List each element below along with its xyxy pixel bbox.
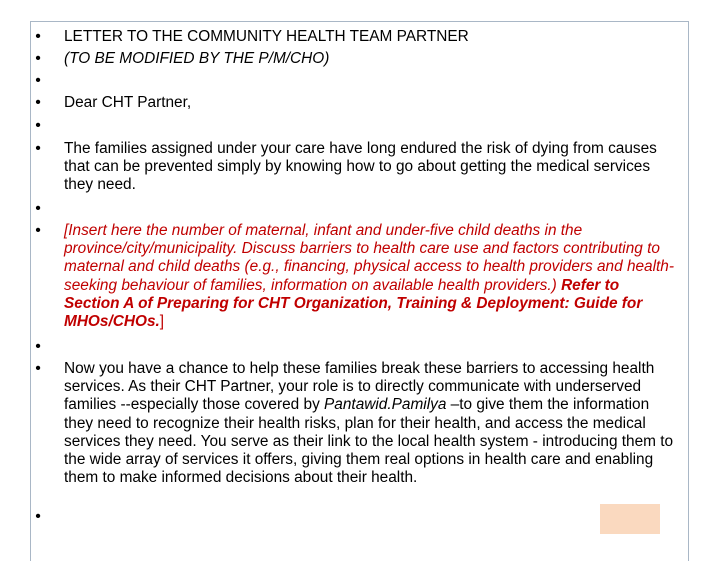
decorative-box bbox=[600, 504, 660, 534]
insert-instruction bbox=[64, 222, 679, 331]
paragraph-intro: The families assigned under your care have long endured the risk of dying from causes that can be prevented simply by knowing how to go about getting the medical services they need. bbox=[64, 140, 657, 194]
paragraph-role bbox=[64, 360, 679, 487]
bullet-marker: • bbox=[35, 140, 41, 157]
insert-italic-text: [Insert here the number of maternal, infant and under-five child deaths in the province/city/municipality. Discuss barriers to health care use and factors contributing to maternal and child deaths (e.g., financing, physical access to health providers and health-seeking behaviour of families, information on available health providers.) bbox=[64, 222, 674, 294]
bullet-marker: • bbox=[35, 72, 41, 89]
bullet-marker: • bbox=[35, 508, 41, 525]
letter-title: LETTER TO THE COMMUNITY HEALTH TEAM PARTNER bbox=[64, 28, 469, 45]
role-text-a: Now you have a chance to help these families break these barriers to accessing health services. As their CHT Partner, your role is to directly communicate with underserved families --especially those covered by bbox=[64, 360, 655, 414]
bullet-marker: • bbox=[35, 94, 41, 111]
bullet-marker: • bbox=[35, 360, 41, 377]
salutation: Dear CHT Partner, bbox=[64, 94, 192, 111]
program-name: Pantawid.Pamilya bbox=[324, 396, 447, 414]
letter-subtitle: (TO BE MODIFIED BY THE P/M/CHO) bbox=[64, 50, 330, 67]
insert-close-bracket: ] bbox=[159, 313, 165, 331]
insert-bold-reference: Refer to Section A of Preparing for CHT Organization, Training & Deployment: Guide for MHOs/CHOs. bbox=[64, 276, 643, 331]
role-text-b: –to give them the information they need to recognize their health risks, plan for their health, and access the medical services they need. You serve as their link to the local health system - introducing them to the wide array of services it offers, giving them real options in health care and enabling them to make informed decisions about their health. bbox=[64, 396, 674, 487]
bullet-marker: • bbox=[35, 117, 41, 134]
bullet-marker: • bbox=[35, 338, 41, 355]
bullet-marker: • bbox=[35, 200, 41, 217]
bullet-marker: • bbox=[35, 50, 41, 67]
bullet-marker: • bbox=[35, 28, 41, 45]
bullet-marker: • bbox=[35, 222, 41, 239]
